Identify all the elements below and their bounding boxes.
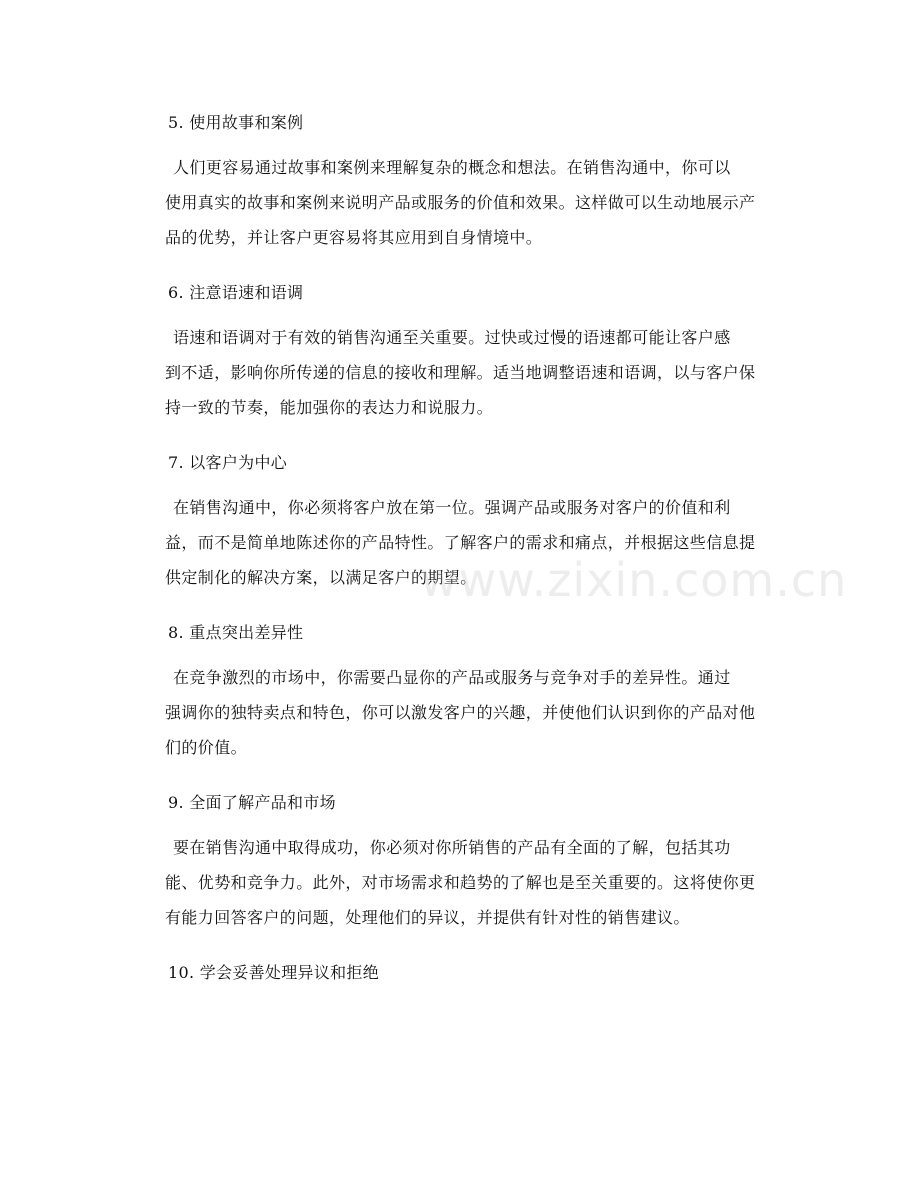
paragraph-line: 供定制化的解决方案，以满足客户的期望。 <box>165 568 477 587</box>
paragraph-line: 要在销售沟通中取得成功，你必须对你所销售的产品有全面的了解，包括其功 <box>173 838 731 857</box>
section-paragraph <box>165 498 758 588</box>
paragraph-line: 持一致的节奏，能加强你的表达力和说服力。 <box>165 398 494 417</box>
section-paragraph <box>165 838 758 928</box>
paragraph-line: 益，而不是简单地陈述你的产品特性。了解客户的需求和痛点，并根据这些信息提 <box>165 533 756 552</box>
section-heading: 7. 以客户为中心 <box>168 453 288 472</box>
section-paragraph <box>165 668 758 758</box>
paragraph-line: 在竞争激烈的市场中，你需要凸显你的产品或服务与竞争对手的差异性。通过 <box>173 668 731 687</box>
paragraph-line: 品的优势，并让客户更容易将其应用到自身情境中。 <box>165 228 543 247</box>
section-paragraph <box>165 158 758 248</box>
section-heading: 5. 使用故事和案例 <box>168 113 304 132</box>
section-paragraph <box>165 328 758 418</box>
paragraph-line: 在销售沟通中，你必须将客户放在第一位。强调产品或服务对客户的价值和利 <box>173 498 731 517</box>
paragraph-line: 到不适，影响你所传递的信息的接收和理解。适当地调整语速和语调，以与客户保 <box>165 363 756 382</box>
paragraph-line: 们的价值。 <box>165 738 248 757</box>
paragraph-line: 强调你的独特卖点和特色，你可以激发客户的兴趣，并使他们认识到你的产品对他 <box>165 703 756 722</box>
watermark: www.zixin.com.cn <box>420 553 848 607</box>
section-heading: 8. 重点突出差异性 <box>168 623 304 642</box>
section-heading: 10. 学会妥善处理异议和拒绝 <box>168 963 380 982</box>
paragraph-line: 能、优势和竞争力。此外，对市场需求和趋势的了解也是至关重要的。这将使你更 <box>165 873 756 892</box>
section-heading: 9. 全面了解产品和市场 <box>168 793 336 812</box>
paragraph-line: 使用真实的故事和案例来说明产品或服务的价值和效果。这样做可以生动地展示产 <box>165 193 756 212</box>
paragraph-line: 有能力回答客户的问题，处理他们的异议，并提供有针对性的销售建议。 <box>165 908 690 927</box>
section-heading: 6. 注意语速和语调 <box>168 283 304 302</box>
paragraph-line: 人们更容易通过故事和案例来理解复杂的概念和想法。在销售沟通中，你可以 <box>173 158 731 177</box>
paragraph-line: 语速和语调对于有效的销售沟通至关重要。过快或过慢的语速都可能让客户感 <box>173 328 731 347</box>
